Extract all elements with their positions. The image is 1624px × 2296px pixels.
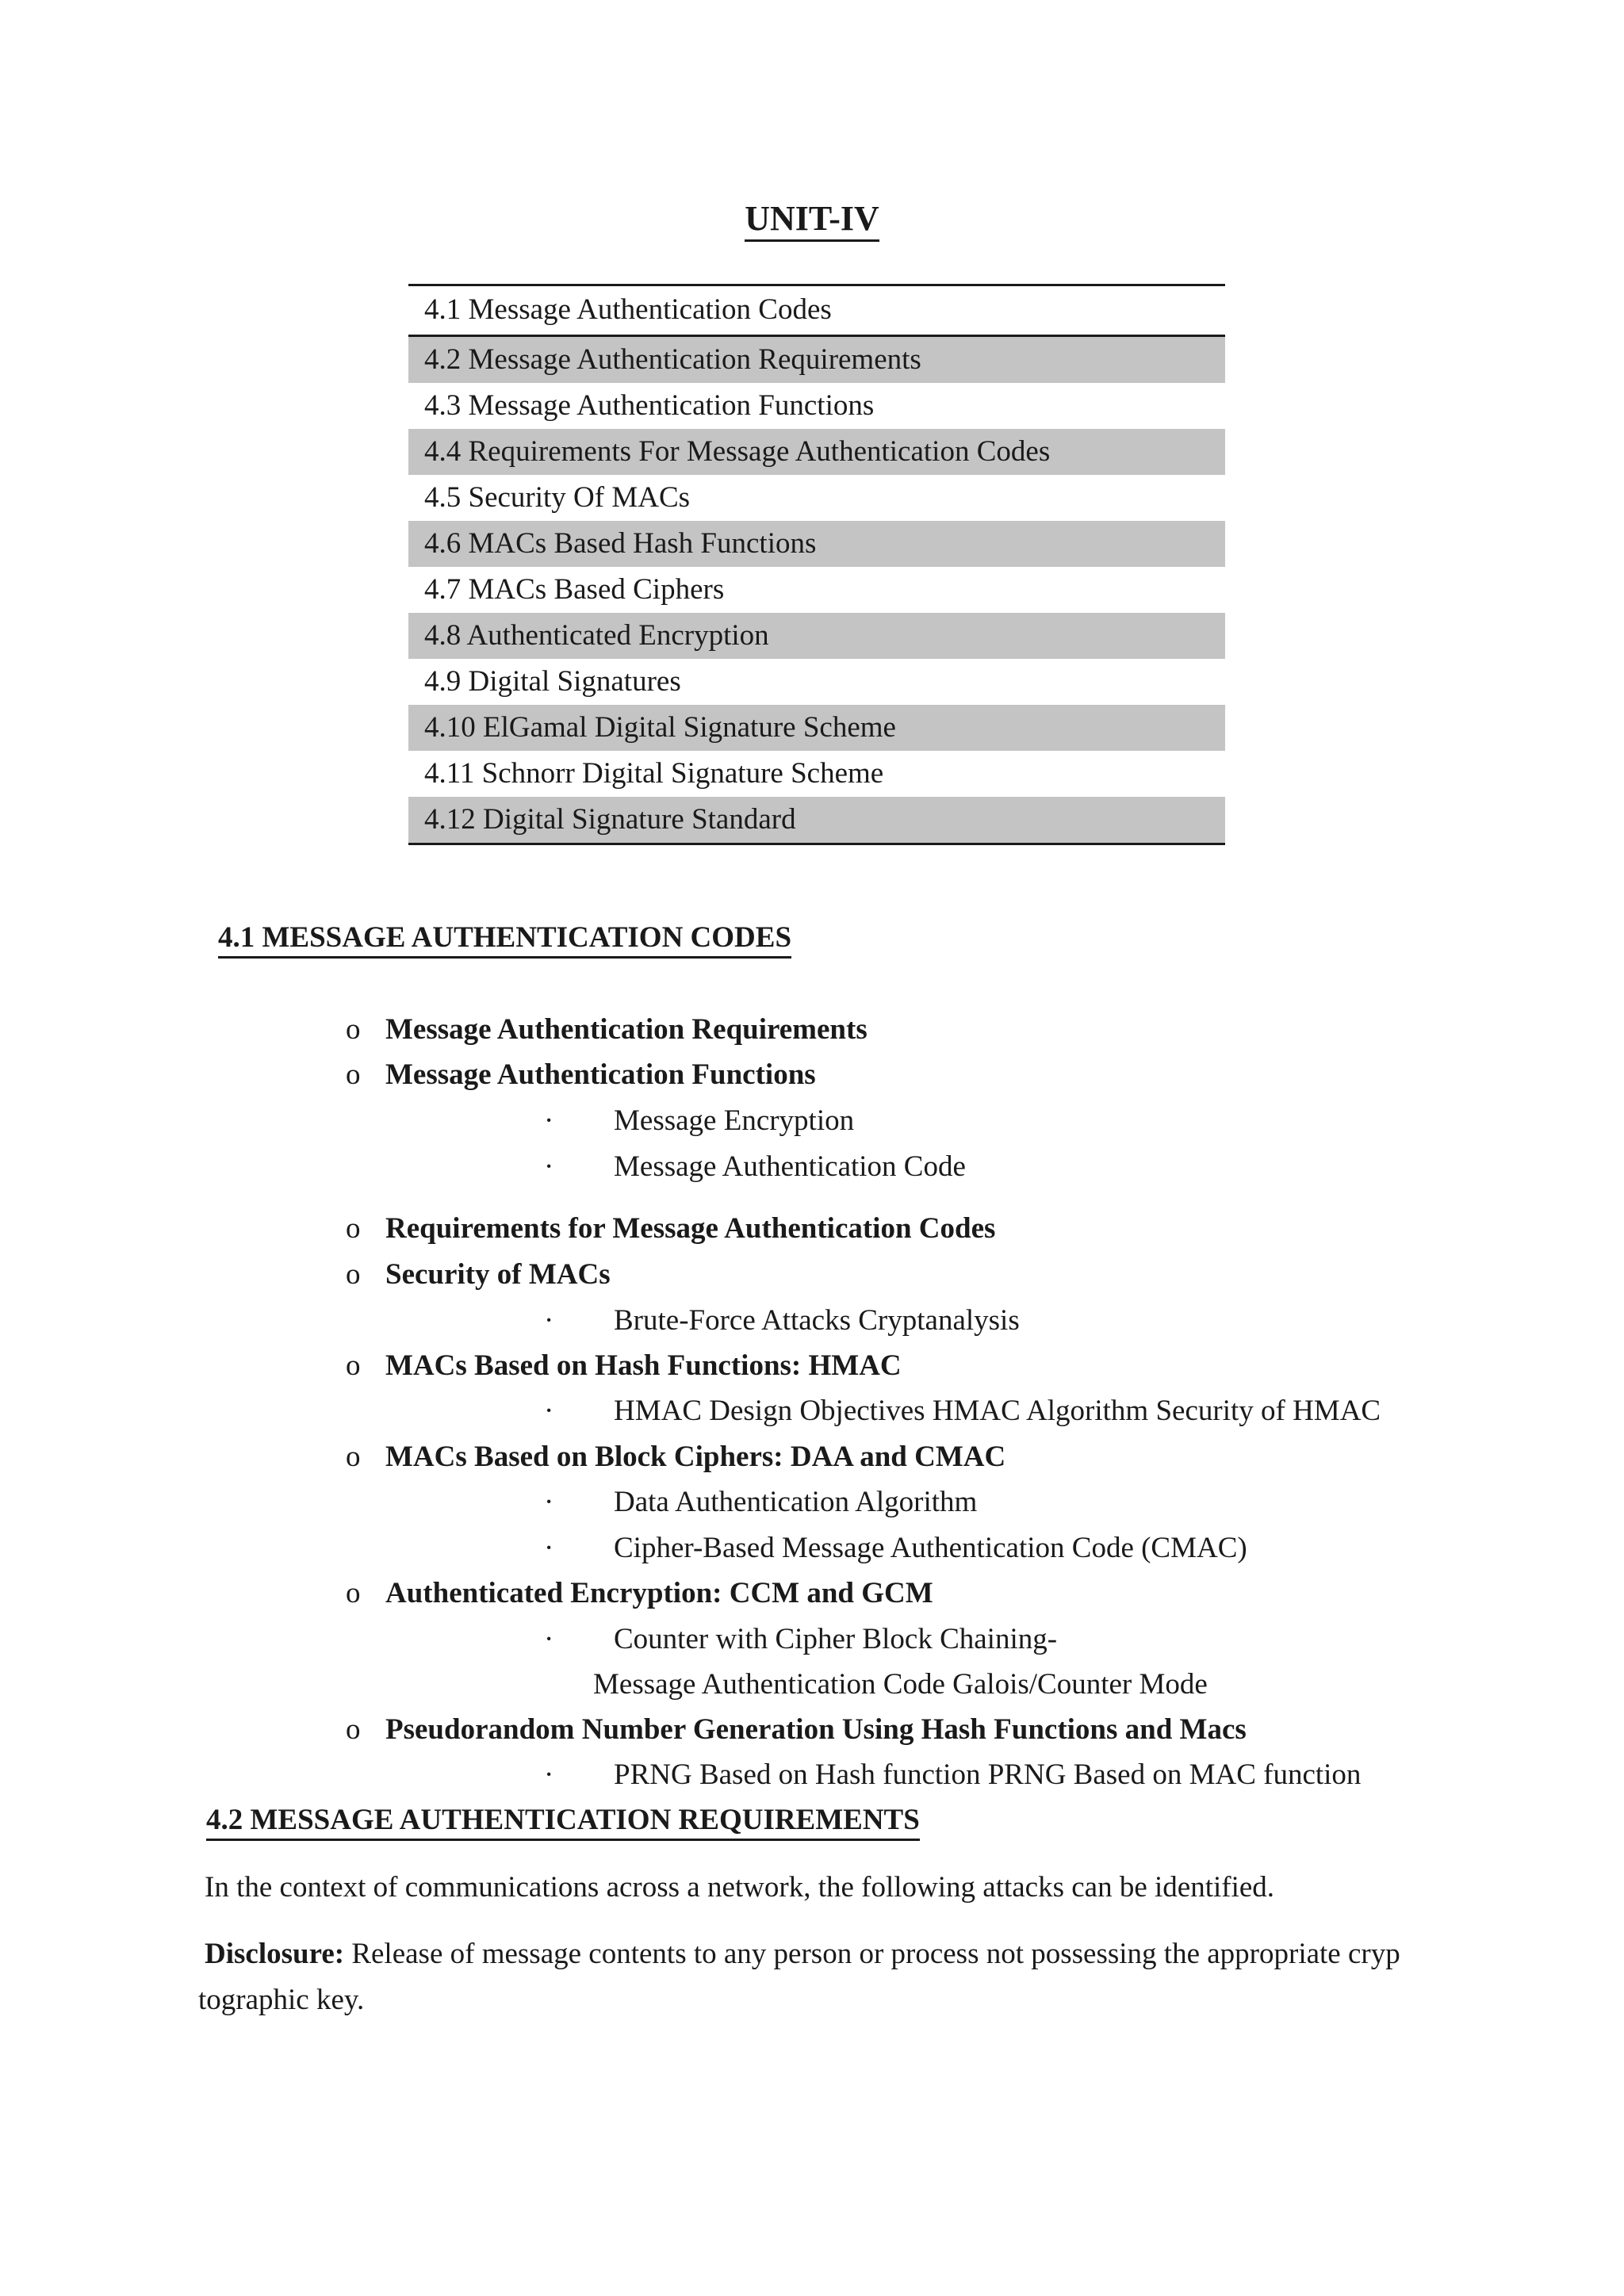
outline-marker: o (346, 1013, 361, 1046)
sub-item: · PRNG Based on Hash function PRNG Based on MAC function (544, 1757, 1361, 1793)
outline-marker: o (346, 1212, 361, 1245)
outline-item: o MACs Based on Block Ciphers: DAA and CMAC (346, 1439, 1005, 1475)
sub-item-continuation: Message Authentication Code Galois/Counter Mode (593, 1668, 1208, 1701)
toc-row: 4.8 Authenticated Encryption (408, 613, 1225, 659)
sub-item: · Data Authentication Algorithm (544, 1484, 977, 1521)
outline-marker: o (346, 1577, 361, 1609)
outline-marker: o (346, 1349, 361, 1382)
bullet-dot: · (544, 1304, 554, 1337)
toc-row: 4.7 MACs Based Ciphers (424, 573, 725, 606)
outline-item: o Security of MACs (346, 1257, 611, 1293)
toc-row: 4.6 MACs Based Hash Functions (408, 521, 1225, 567)
bullet-dot: · (544, 1395, 554, 1427)
sub-item: · Message Encryption (544, 1103, 854, 1139)
outline-item: o Message Authentication Functions (346, 1057, 816, 1093)
toc-row: 4.4 Requirements For Message Authentication Codes (408, 429, 1225, 475)
sub-item: · HMAC Design Objectives HMAC Algorithm Security of HMAC (544, 1393, 1381, 1429)
toc-row: 4.1 Message Authentication Codes (408, 286, 1225, 337)
intro-paragraph: In the context of communications across a network, the following attacks can be identified. (205, 1871, 1275, 1904)
bullet-dot: · (544, 1758, 554, 1791)
disclosure-text: Release of message contents to any person or process not possessing the appropriate cryp tographic key. (198, 1938, 1400, 2016)
outline-marker: o (346, 1441, 361, 1473)
bullet-dot: · (544, 1623, 554, 1655)
toc-row: 4.11 Schnorr Digital Signature Scheme (424, 757, 884, 790)
outline-marker: o (346, 1713, 361, 1746)
unit-title: UNIT-IV (0, 197, 1624, 241)
toc-row: 4.10 ElGamal Digital Signature Scheme (408, 705, 1225, 751)
bullet-dot: · (544, 1532, 554, 1564)
section-heading-4-2: 4.2 MESSAGE AUTHENTICATION REQUIREMENTS (206, 1802, 920, 1839)
section-heading-4-1: 4.1 MESSAGE AUTHENTICATION CODES (218, 920, 791, 956)
outline-marker: o (346, 1058, 361, 1091)
disclosure-label: Disclosure: (205, 1938, 345, 1970)
toc-row: 4.5 Security Of MACs (424, 481, 691, 514)
toc-row: 4.9 Digital Signatures (424, 665, 681, 698)
sub-item: · Brute-Force Attacks Cryptanalysis (544, 1303, 1020, 1339)
sub-item: · Message Authentication Code (544, 1149, 966, 1185)
outline-item: o Message Authentication Requirements (346, 1012, 868, 1048)
outline-item: o MACs Based on Hash Functions: HMAC (346, 1348, 902, 1384)
table-of-contents (408, 284, 1225, 845)
outline-marker: o (346, 1258, 361, 1291)
disclosure-paragraph (198, 1931, 1435, 2023)
outline-item: o Requirements for Message Authentication Codes (346, 1211, 995, 1247)
bullet-dot: · (544, 1486, 554, 1518)
toc-row: 4.12 Digital Signature Standard (408, 797, 1225, 843)
outline-item: o Authenticated Encryption: CCM and GCM (346, 1575, 933, 1612)
outline-item: o Pseudorandom Number Generation Using Hash Functions and Macs (346, 1712, 1247, 1748)
toc-row: 4.2 Message Authentication Requirements (408, 337, 1225, 383)
bullet-dot: · (544, 1150, 554, 1183)
sub-item: · Cipher-Based Message Authentication Code (CMAC) (544, 1530, 1247, 1567)
toc-row: 4.3 Message Authentication Functions (424, 389, 875, 422)
bullet-dot: · (544, 1104, 554, 1137)
sub-item: · Counter with Cipher Block Chaining- (544, 1621, 1057, 1658)
